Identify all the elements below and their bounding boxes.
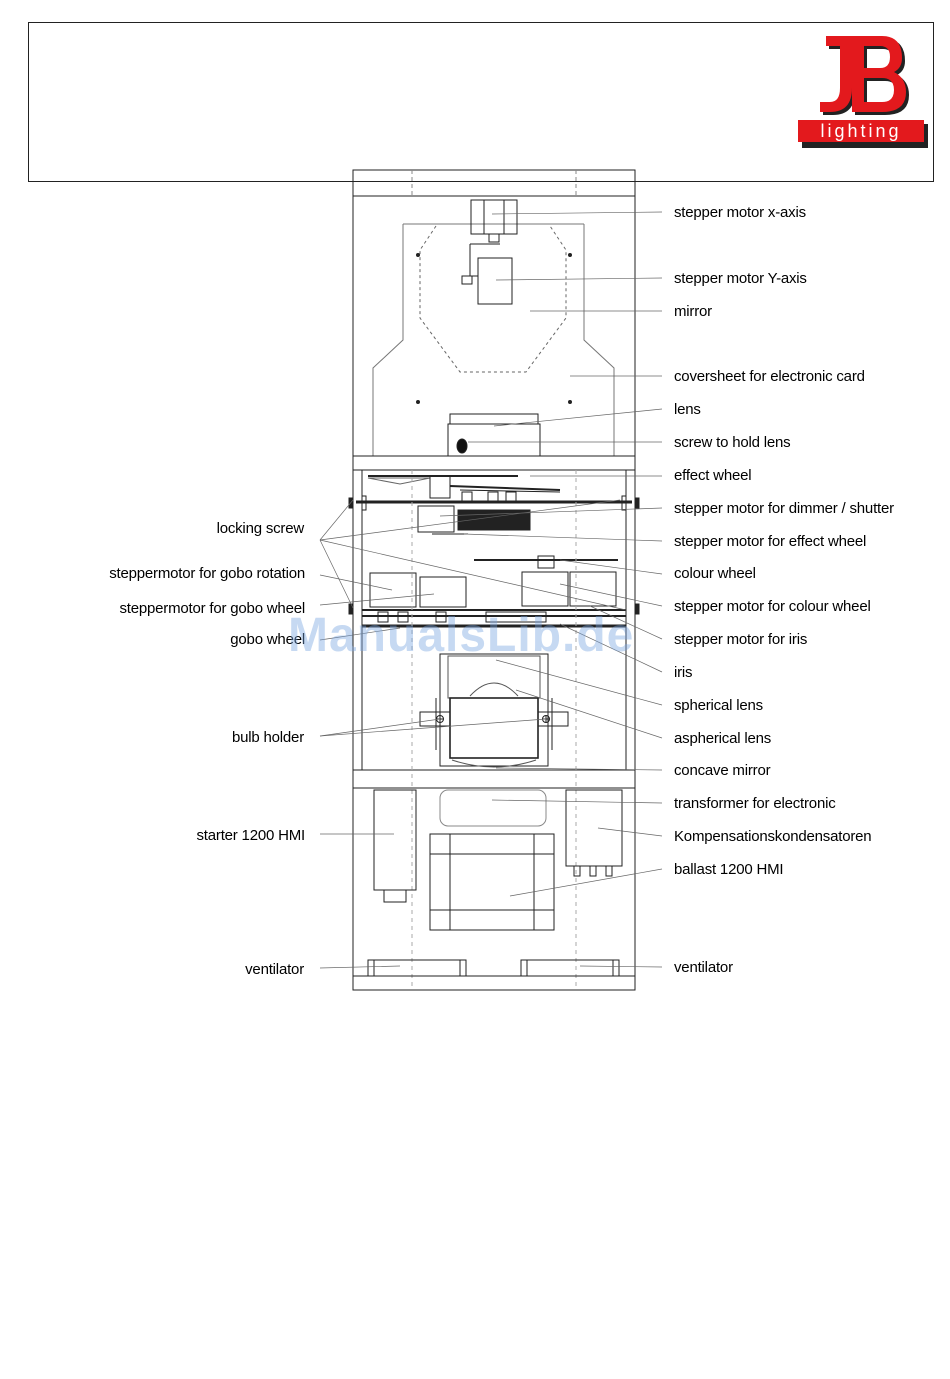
steppermotor-gobo-rotation (370, 573, 416, 607)
label-ventilator-right: ventilator (674, 959, 733, 976)
aspherical-lens (450, 698, 538, 758)
label-bulb-holder: bulb holder (231, 729, 304, 746)
head-base-plate (353, 456, 635, 470)
starter-1200-hmi (374, 790, 416, 890)
label-ballast: ballast 1200 HMI (674, 861, 784, 878)
label-concave-mirror: concave mirror (674, 762, 771, 779)
bulb-holder-left (420, 712, 450, 726)
lens (450, 414, 538, 424)
lamp-base-plate (353, 770, 635, 788)
label-mirror: mirror (674, 303, 712, 320)
label-aspherical-lens: aspherical lens (674, 730, 772, 747)
stepper-motor-y (478, 258, 512, 304)
lens-screw (457, 439, 467, 453)
label-steppermotor-gobo-wheel: steppermotor for gobo wheel (119, 600, 305, 617)
ballast-1200-hmi (430, 834, 554, 930)
lamp-reflector-housing (440, 654, 548, 766)
label-stepper-motor-x: stepper motor x-axis (674, 204, 806, 221)
label-stepper-motor-y: stepper motor Y-axis (674, 270, 807, 287)
label-locking-screw: locking screw (216, 520, 304, 537)
label-gobo-wheel: gobo wheel (230, 631, 305, 648)
label-stepper-motor-iris: stepper motor for iris (674, 631, 808, 648)
label-stepper-motor-effect-wheel: stepper motor for effect wheel (674, 533, 867, 550)
stepper-motor-x (471, 200, 517, 234)
locking-screw-left (349, 498, 353, 508)
watermark: ManualsLib.de (288, 609, 635, 662)
label-lens: lens (674, 401, 701, 418)
label-transformer: transformer for electronic (674, 795, 836, 812)
stepper-motor-colour-wheel (522, 572, 568, 606)
logo-wordmark: lighting (820, 121, 902, 141)
label-colour-wheel: colour wheel (674, 565, 756, 582)
transformer-electronic (440, 790, 546, 826)
label-starter: starter 1200 HMI (196, 827, 305, 844)
label-effect-wheel: effect wheel (674, 467, 752, 484)
ventilator-left (368, 960, 466, 976)
label-screw-hold-lens: screw to hold lens (674, 434, 791, 451)
ventilator-right (521, 960, 619, 976)
label-iris: iris (674, 664, 693, 681)
steppermotor-gobo-wheel (420, 577, 466, 607)
label-spherical-lens: spherical lens (674, 697, 763, 714)
label-steppermotor-gobo-rotation: steppermotor for gobo rotation (109, 565, 305, 582)
label-ventilator-left: ventilator (245, 961, 304, 978)
label-stepper-motor-dimmer: stepper motor for dimmer / shutter (674, 500, 894, 517)
spherical-lens (470, 683, 518, 696)
stepper-motor-dimmer (418, 506, 454, 532)
label-coversheet: coversheet for electronic card (674, 368, 865, 385)
label-stepper-motor-colour-wheel: stepper motor for colour wheel (674, 598, 871, 615)
stepper-motor-iris (570, 572, 616, 606)
label-kompensationskondensatoren: Kompensationskondensatoren (674, 828, 872, 845)
